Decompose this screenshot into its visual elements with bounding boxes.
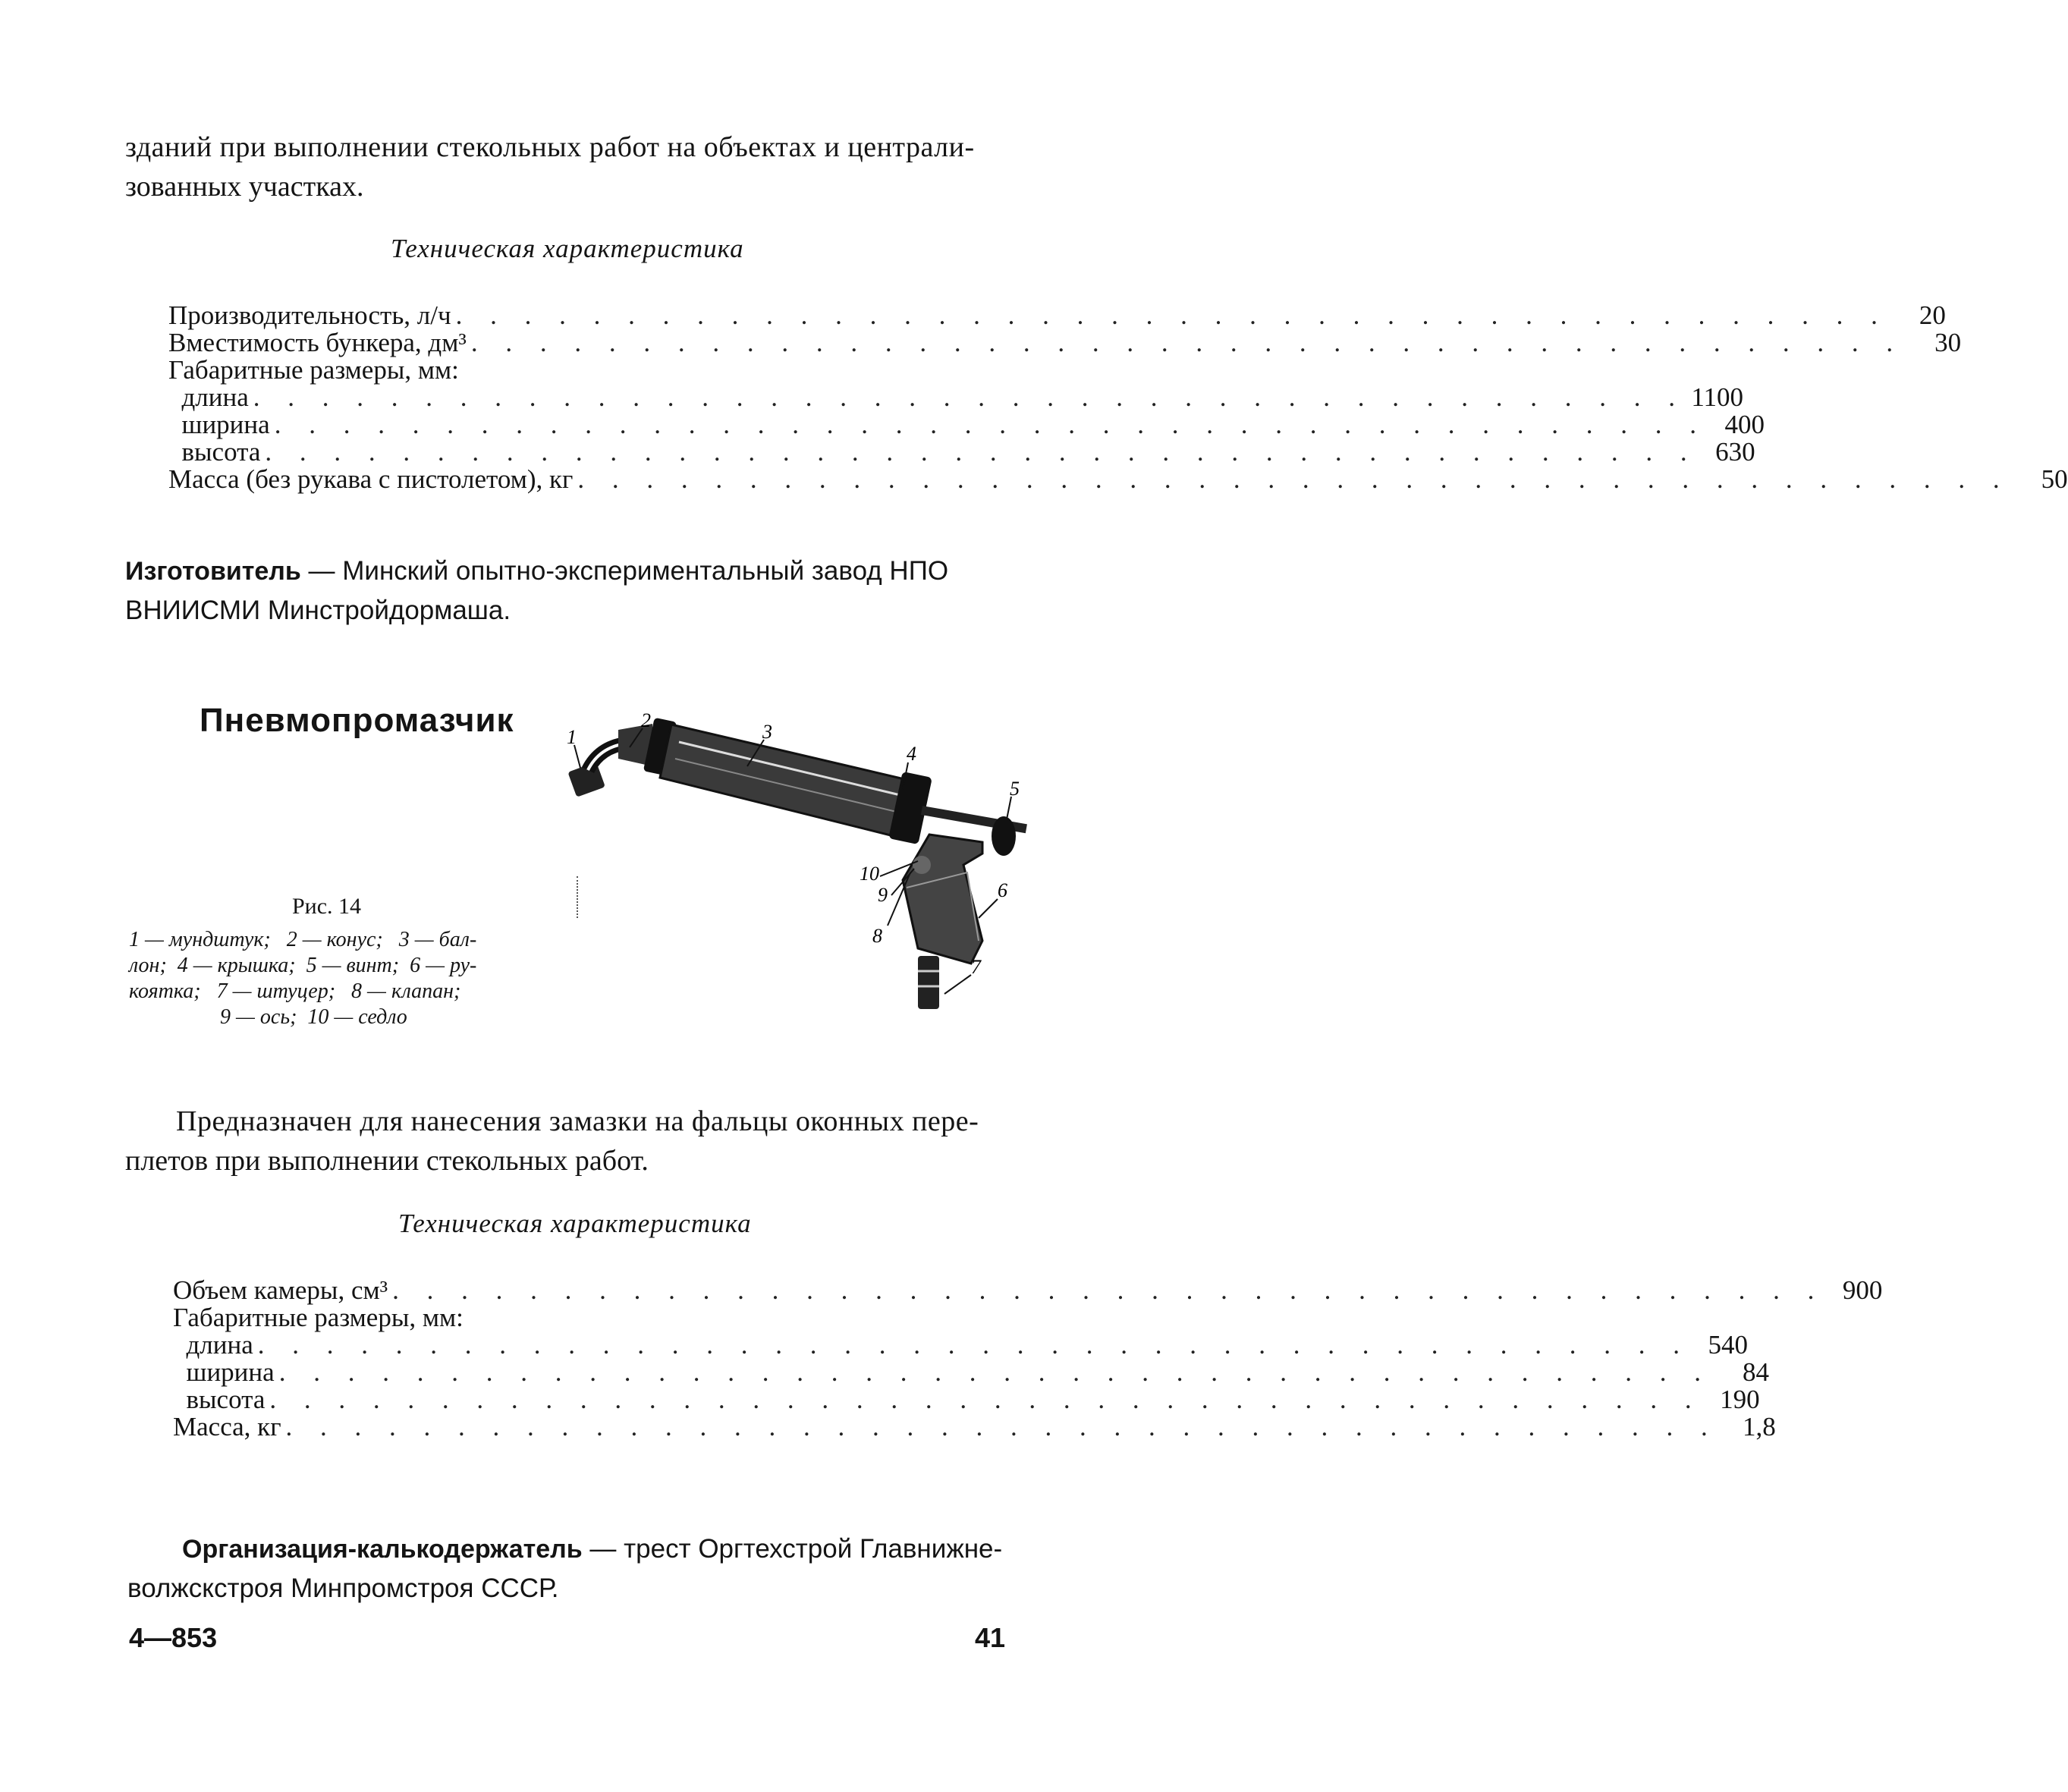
callout-7: 7: [971, 956, 981, 978]
spec1-row-label: Масса (без рукава с пистолетом), кг: [168, 464, 574, 494]
spec2-row-value: 190: [1720, 1385, 1760, 1414]
fitting-part: [918, 956, 939, 1009]
spec2-row-value: 84: [1742, 1357, 1769, 1387]
spec2-row-value: 540: [1708, 1330, 1749, 1360]
pneumatic-gun-drawing: [558, 709, 1028, 1017]
callout-6: 6: [998, 879, 1007, 901]
page-number: 41: [975, 1622, 1006, 1653]
spec2-table: [173, 1275, 1883, 1451]
spec2-row: Объем камеры, см³ . . . . . . . . . . . . . . . . . . . . . . . . . . . . . . . . . . . . . . . . . . 900: [173, 1275, 1883, 1305]
spec1-row: высота . . . . . . . . . . . . . . . . . . . . . . . . . . . . . . . . . . . . . . . . . . 630: [168, 437, 1755, 467]
spec1-row-label: Вместимость бункера, дм³: [168, 328, 467, 357]
caption-line-3: коятка; 7 — штуцер; 8 — клапан;: [129, 979, 461, 1003]
caption-line-2: лон; 4 — крышка; 5 — винт; 6 — ру-: [129, 954, 477, 977]
spec1-row-label: высота: [168, 437, 261, 467]
spec1-row-label: Производительность, л/ч: [168, 300, 451, 330]
spec1-row-value: 50: [2041, 464, 2068, 494]
spec1-row-value: 1100: [1691, 382, 1744, 412]
callout-10: 10: [860, 863, 879, 885]
spec2-row-value: 900: [1842, 1275, 1883, 1305]
callout-4: 4: [907, 743, 916, 765]
intro-paragraph: [125, 127, 1013, 206]
spec2-row: Масса, кг . . . . . . . . . . . . . . . . . . . . . . . . . . . . . . . . . . . . . . . . . . 1,8: [173, 1412, 1776, 1441]
spec2-row-label: Объем камеры, см³: [173, 1275, 388, 1305]
callout-9: 9: [878, 884, 888, 906]
callout-2: 2: [641, 709, 651, 731]
manufacturer-label: Изготовитель: [125, 557, 301, 586]
caption-line-1: 1 — мундштук; 2 — конус; 3 — бал-: [129, 928, 477, 951]
spec1-row-value: 400: [1724, 410, 1765, 439]
spec1-row: Масса (без рукава с пистолетом), кг . . . . . . . . . . . . . . . . . . . . . . . . . . . . . . . . . . . . . . . . . . 50: [168, 464, 2068, 494]
spec1-row-label: Габаритные размеры, мм:: [168, 355, 459, 385]
manufacturer-paragraph: [125, 551, 1013, 630]
callout-5: 5: [1010, 778, 1020, 800]
spec2-row-label: ширина: [173, 1357, 275, 1387]
spec2-row-label: высота: [173, 1385, 266, 1414]
intro-line-1: зданий при выполнении стекольных работ на объектах и централи-: [125, 131, 975, 163]
figure-caption: [129, 927, 542, 1030]
spec1-row-value: 630: [1715, 437, 1755, 467]
valve-part: [913, 856, 931, 874]
section-title: Пневмопромазчик: [200, 702, 514, 739]
spec1-row-value: 30: [1934, 328, 1962, 357]
screw-part: [992, 816, 1016, 856]
spec1-table: [168, 300, 2068, 499]
spec2-row-label: длина: [173, 1330, 253, 1360]
organization-text-1: — трест Оргтехстрой Главнижне-: [582, 1534, 1003, 1564]
organization-label: Организация-калькодержатель: [182, 1535, 583, 1564]
signature-mark: 4—853: [129, 1622, 218, 1653]
spec1-row: Вместимость бункера, дм³ . . . . . . . . . . . . . . . . . . . . . . . . . . . . . . . . . . . . . . . . . . 30: [168, 328, 1962, 357]
spec1-row: [168, 357, 969, 384]
spec1-heading: Техническая характеристика: [391, 234, 744, 263]
spec1-row-value: 20: [1919, 300, 1946, 330]
spec2-row-label: Масса, кг: [173, 1412, 281, 1441]
callout-1: 1: [567, 726, 577, 748]
spec2-row: ширина . . . . . . . . . . . . . . . . . . . . . . . . . . . . . . . . . . . . . . . . . . 84: [173, 1357, 1769, 1387]
spec1-row: ширина . . . . . . . . . . . . . . . . . . . . . . . . . . . . . . . . . . . . . . . . . . 400: [168, 410, 1765, 439]
purpose-paragraph: [125, 1102, 1018, 1181]
balloon-part: [660, 725, 914, 838]
spec2-row: длина . . . . . . . . . . . . . . . . . . . . . . . . . . . . . . . . . . . . . . . . . . 540: [173, 1330, 1749, 1360]
purpose-line-1: Предназначен для нанесения замазки на фальцы оконных пере-: [176, 1105, 979, 1137]
manufacturer-text-1: — Минский опытно-экспериментальный завод НПО: [300, 556, 949, 586]
figure-illustration: [558, 709, 1028, 1017]
spec2-heading: Техническая характеристика: [398, 1209, 752, 1238]
spec2-row: высота . . . . . . . . . . . . . . . . . . . . . . . . . . . . . . . . . . . . . . . . . . 190: [173, 1385, 1760, 1414]
intro-line-2: зованных участках.: [125, 171, 364, 203]
callout-8: 8: [872, 925, 882, 947]
spec1-row: длина . . . . . . . . . . . . . . . . . . . . . . . . . . . . . . . . . . . . . . . . . . 1100: [168, 382, 1744, 412]
spec1-row-label: длина: [168, 382, 249, 412]
organization-text-2: волжскстроя Минпромстроя СССР.: [127, 1574, 559, 1603]
spec1-row-label: ширина: [168, 410, 270, 439]
manufacturer-text-2: ВНИИСМИ Минстройдормаша.: [125, 596, 511, 625]
spec2-row: [173, 1304, 970, 1331]
callout-3: 3: [762, 721, 772, 743]
caption-line-4: 9 — ось; 10 — седло: [220, 1005, 407, 1029]
handle-part: [903, 835, 982, 964]
spec1-row: Производительность, л/ч . . . . . . . . . . . . . . . . . . . . . . . . . . . . . . . . . . . . . . . . . . 20: [168, 300, 1946, 330]
spec2-row-label: Габаритные размеры, мм:: [173, 1303, 464, 1332]
spec2-row-value: 1,8: [1743, 1412, 1776, 1441]
purpose-line-2: плетов при выполнении стекольных работ.: [125, 1145, 649, 1177]
organization-paragraph: [127, 1529, 1017, 1608]
figure-label: Рис. 14: [292, 894, 362, 919]
